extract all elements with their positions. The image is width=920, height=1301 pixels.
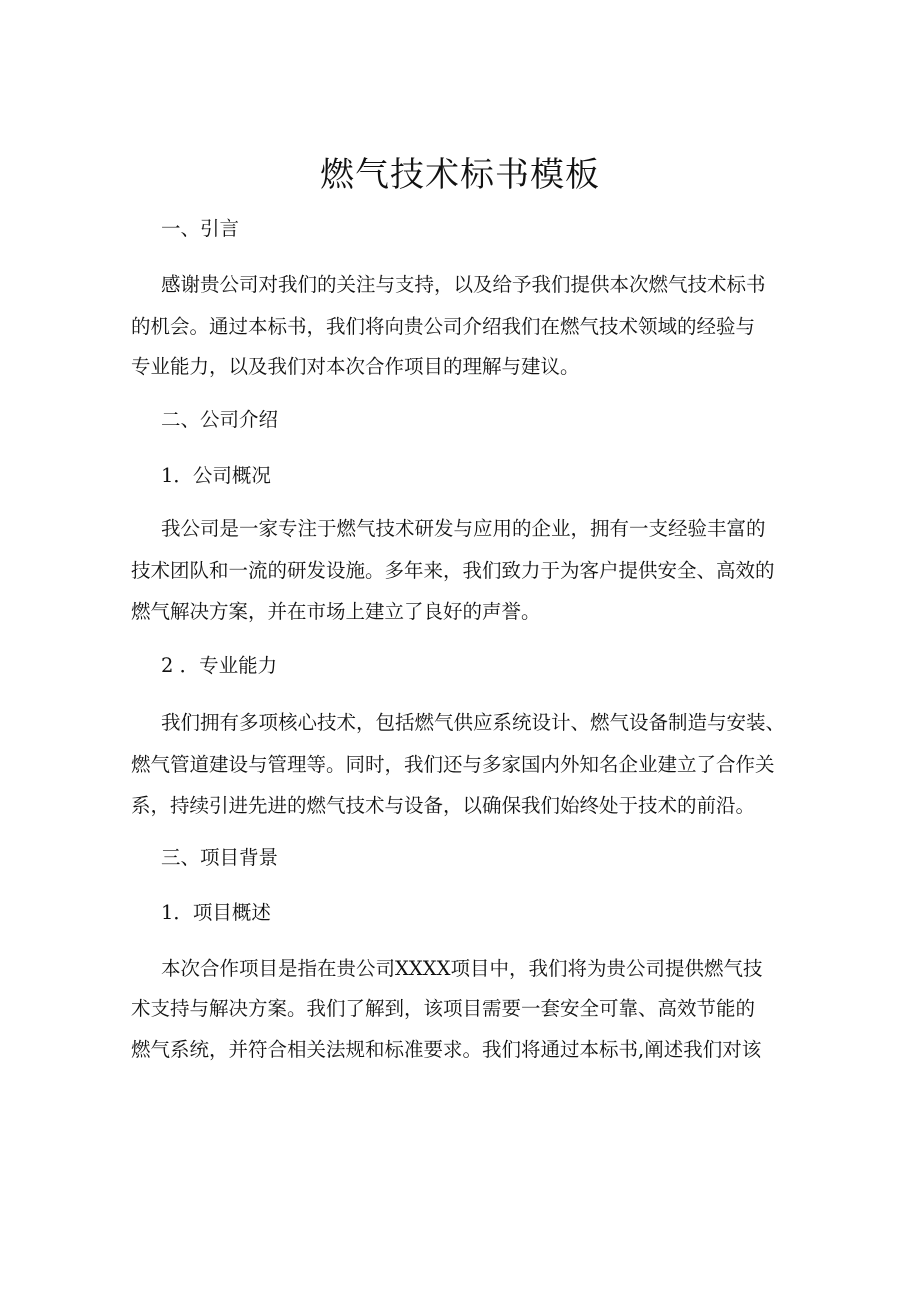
paragraph-line: 我公司是一家专注于燃气技术研发与应用的企业，拥有一支经验丰富的 xyxy=(161,517,766,540)
subsection-heading-capability: 2 ．专业能力 xyxy=(161,654,278,677)
paragraph-line: 技术团队和一流的研发设施。多年来，我们致力于为客户提供安全、高效的 xyxy=(131,559,775,582)
section-heading-intro: 一、引言 xyxy=(161,217,240,240)
paragraph-line: 燃气系统，并符合相关法规和标准要求。我们将通过本标书,阐述我们对该 xyxy=(131,1038,762,1061)
paragraph-line: 的机会。通过本标书，我们将向贵公司介绍我们在燃气技术领域的经验与 xyxy=(131,315,756,338)
paragraph-line: 燃气管道建设与管理等。同时，我们还与多家国内外知名企业建立了合作关 xyxy=(131,753,775,776)
paragraph-line: 感谢贵公司对我们的关注与支持，以及给予我们提供本次燃气技术标书 xyxy=(161,273,766,296)
paragraph-line: 系，持续引进先进的燃气技术与设备，以确保我们始终处于技术的前沿。 xyxy=(131,794,756,817)
section-heading-background: 三、项目背景 xyxy=(161,846,279,869)
subsection-heading-overview: 1．公司概况 xyxy=(161,464,271,487)
document-title: 燃气技术标书模板 xyxy=(320,155,600,195)
paragraph-line: 专业能力，以及我们对本次合作项目的理解与建议。 xyxy=(131,355,580,378)
paragraph-line: 燃气解决方案，并在市场上建立了良好的声誉。 xyxy=(131,600,541,623)
paragraph-line: 本次合作项目是指在贵公司XXXX项目中，我们将为贵公司提供燃气技 xyxy=(161,957,763,980)
section-heading-company: 二、公司介绍 xyxy=(161,408,279,431)
subsection-heading-project-overview: 1．项目概述 xyxy=(161,901,271,924)
paragraph-line: 术支持与解决方案。我们了解到，该项目需要一套安全可靠、高效节能的 xyxy=(131,997,756,1020)
paragraph-line: 我们拥有多项核心技术，包括燃气供应系统设计、燃气设备制造与安装、 xyxy=(161,711,786,734)
